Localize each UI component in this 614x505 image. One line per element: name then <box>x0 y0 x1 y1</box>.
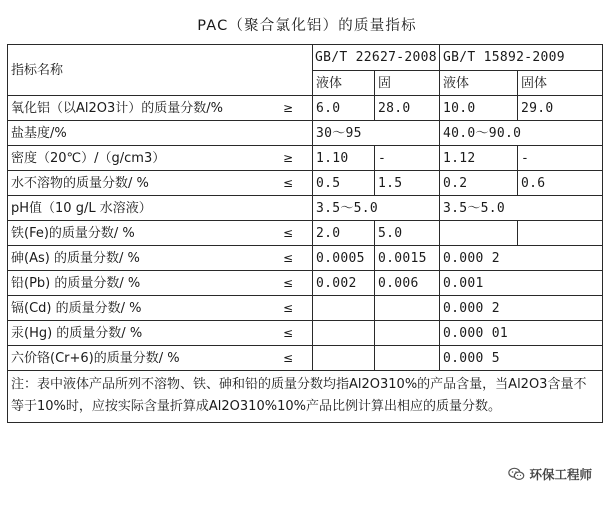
row-name: 盐基度/% <box>11 125 67 141</box>
solid-header-2: 固体 <box>518 71 603 96</box>
row-name: 汞(Hg) 的质量分数/ % <box>11 325 143 341</box>
table-cell: 0.001 <box>440 271 603 296</box>
table-cell <box>518 221 603 246</box>
watermark <box>506 465 594 483</box>
table-cell: 0.000 2 <box>440 296 603 321</box>
row-label <box>8 171 313 196</box>
row-label <box>8 146 313 171</box>
table-row <box>8 221 603 246</box>
row-symbol: ≤ <box>282 175 293 190</box>
table-cell <box>375 296 440 321</box>
table-cell: 0.2 <box>440 171 518 196</box>
row-name: 氧化铝（以Al2O3计）的质量分数/% <box>11 100 224 116</box>
row-symbol: ≤ <box>282 250 293 265</box>
row-label <box>8 96 313 121</box>
table-cell: 0.000 2 <box>440 246 603 271</box>
table-row <box>8 121 603 146</box>
table-cell: 30～95 <box>313 121 440 146</box>
row-symbol: ≥ <box>282 150 293 165</box>
table-cell: 29.0 <box>518 96 603 121</box>
table-cell: 3.5～5.0 <box>313 196 440 221</box>
row-label <box>8 296 313 321</box>
indicator-name-header: 指标名称 <box>8 45 313 96</box>
table-row <box>8 346 603 371</box>
table-cell: 0.5 <box>313 171 375 196</box>
table-cell: 0.0015 <box>375 246 440 271</box>
table-row <box>8 146 603 171</box>
row-symbol: ≤ <box>282 350 293 365</box>
row-label <box>8 196 313 221</box>
standard-gb22627-header <box>313 45 440 71</box>
table-cell: 0.000 01 <box>440 321 603 346</box>
row-name: 密度（20℃）/（g/cm3） <box>11 150 166 166</box>
row-label <box>8 346 313 371</box>
table-cell <box>440 221 518 246</box>
row-name: 铅(Pb) 的质量分数/ % <box>11 275 141 291</box>
table-cell <box>313 296 375 321</box>
row-name: pH值（10 g/L 水溶液） <box>11 200 152 216</box>
table-cell: 0.002 <box>313 271 375 296</box>
row-name: 六价铬(Cr+6)的质量分数/ % <box>11 350 180 366</box>
table-cell: 1.5 <box>375 171 440 196</box>
table-cell: 0.000 5 <box>440 346 603 371</box>
table-note: 注：表中液体产品所列不溶物、铁、砷和铅的质量分数均指Al2O310%的产品含量，当Al2O3含量不等于10%时，应按实际含量折算成Al2O310%10%产品比例计算出相应的质量分数。 <box>8 371 603 423</box>
standard-gb15892-header: GB/T 15892-2009 <box>440 45 603 71</box>
row-label <box>8 321 313 346</box>
table-row <box>8 246 603 271</box>
row-symbol: ≤ <box>282 225 293 240</box>
row-symbol: ≤ <box>282 325 293 340</box>
table-cell: 0.6 <box>518 171 603 196</box>
table-cell <box>313 321 375 346</box>
row-name: 水不溶物的质量分数/ % <box>11 175 149 191</box>
table-row <box>8 271 603 296</box>
table-cell: 6.0 <box>313 96 375 121</box>
table-cell: 28.0 <box>375 96 440 121</box>
table-cell: 5.0 <box>375 221 440 246</box>
note-row <box>8 371 603 423</box>
table-row <box>8 296 603 321</box>
table-row <box>8 171 603 196</box>
table-cell <box>375 346 440 371</box>
row-label <box>8 221 313 246</box>
row-name: 砷(As) 的质量分数/ % <box>11 250 140 266</box>
wechat-icon <box>508 467 525 481</box>
liquid-header-2: 液体 <box>440 71 518 96</box>
table-cell: 1.10 <box>313 146 375 171</box>
row-name: 铁(Fe)的质量分数/ % <box>11 225 135 241</box>
table-cell: - <box>375 146 440 171</box>
document-title: PAC（聚合氯化铝）的质量指标 <box>197 18 417 34</box>
row-symbol: ≤ <box>282 275 293 290</box>
liquid-header-1: 液体 <box>313 71 375 96</box>
table-header-row <box>8 45 603 71</box>
table-row <box>8 196 603 221</box>
quality-spec-table <box>7 44 603 423</box>
watermark-text: 环保工程师 <box>529 467 592 482</box>
row-name: 镉(Cd) 的质量分数/ % <box>11 300 142 316</box>
table-cell: 0.0005 <box>313 246 375 271</box>
table-cell: 2.0 <box>313 221 375 246</box>
table-row <box>8 321 603 346</box>
table-cell <box>313 346 375 371</box>
table-cell: 3.5～5.0 <box>440 196 603 221</box>
row-symbol: ≥ <box>282 100 293 115</box>
table-cell: 40.0～90.0 <box>440 121 603 146</box>
standard-gb22627-label: GB/T 22627-2008 <box>315 50 437 65</box>
row-label <box>8 271 313 296</box>
row-label <box>8 246 313 271</box>
table-cell <box>375 321 440 346</box>
row-label <box>8 121 313 146</box>
table-cell: - <box>518 146 603 171</box>
table-row <box>8 96 603 121</box>
solid-header-1: 固 <box>375 71 440 96</box>
row-symbol: ≤ <box>282 300 293 315</box>
table-cell: 10.0 <box>440 96 518 121</box>
table-cell: 1.12 <box>440 146 518 171</box>
table-cell: 0.006 <box>375 271 440 296</box>
